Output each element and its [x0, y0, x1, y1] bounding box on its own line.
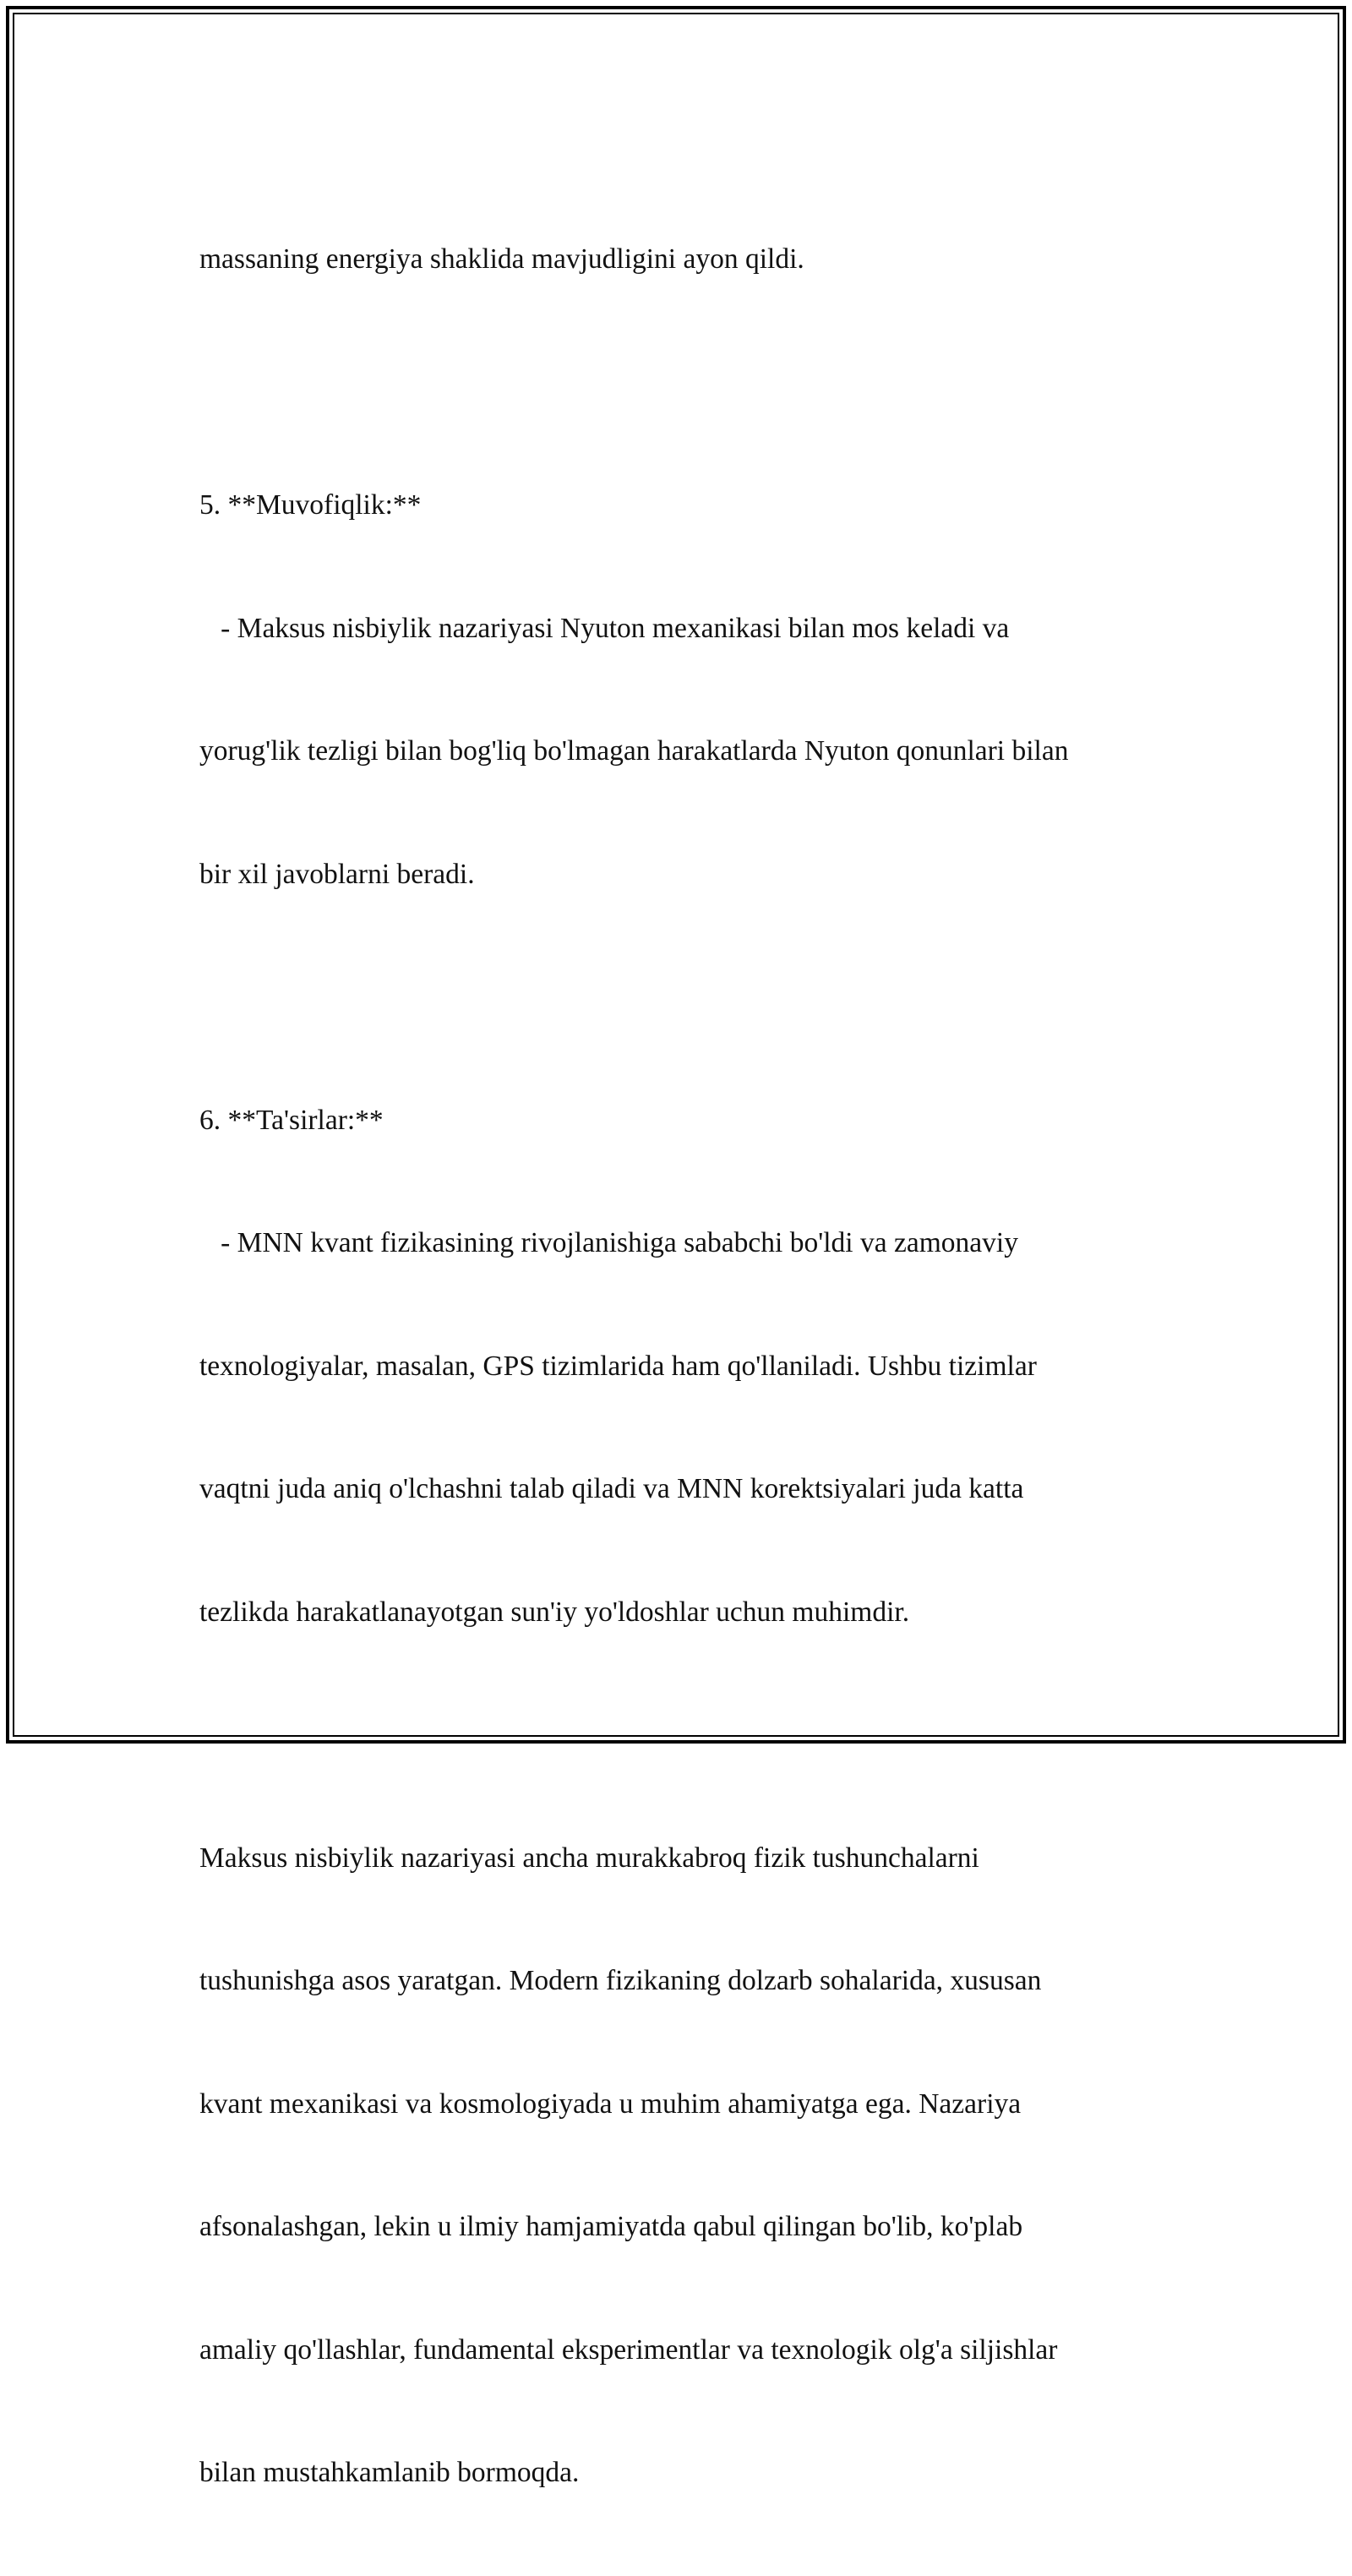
text-line: yorug'lik tezligi bilan bog'liq bo'lmagan harakatlarda Nyuton qonunlari bilan — [199, 735, 1069, 767]
text-line: - Maksus nisbiylik nazariyasi Nyuton mexanikasi bilan mos keladi va — [199, 612, 1010, 644]
text-line: Maksus nisbiylik nazariyasi ancha murakkabroq fizik tushunchalarni — [199, 1842, 979, 1874]
text-line: afsonalashgan, lekin u ilmiy hamjamiyatda qabul qilingan bo'lib, ko'plab — [199, 2211, 1023, 2242]
section-6-heading: 6. **Ta'sirlar:** — [199, 1104, 384, 1136]
text-line: texnologiyalar, masalan, GPS tizimlarida ham qo'llaniladi. Ushbu tizimlar — [199, 1350, 1037, 1382]
continuation-paragraph — [199, 157, 1180, 363]
document-body — [199, 157, 1180, 2576]
section-5 — [199, 403, 1180, 977]
text-line: bir xil javoblarni beradi. — [199, 858, 475, 890]
text-line: vaqtni juda aniq o'lchashni talab qiladi va MNN korektsiyalari juda katta — [199, 1473, 1024, 1504]
section-6 — [199, 1018, 1180, 1716]
conclusion-paragraph — [199, 1756, 1180, 2576]
text-line: tezlikda harakatlanayotgan sun'iy yo'ldoshlar uchun muhimdir. — [199, 1596, 910, 1628]
paragraph-spacer — [199, 977, 1180, 1018]
text-line: bilan mustahkamlanib bormoqda. — [199, 2457, 580, 2488]
text-line: amaliy qo'llashlar, fundamental eksperimentlar va texnologik olg'a siljishlar — [199, 2333, 1058, 2366]
section-5-heading: 5. **Muvofiqlik:** — [199, 489, 422, 521]
text-line: - MNN kvant fizikasining rivojlanishiga sababchi bo'ldi va zamonaviy — [199, 1227, 1018, 1258]
paragraph-spacer — [199, 1715, 1180, 1756]
text-line: kvant mexanikasi va kosmologiyada u muhim ahamiyatga ega. Nazariya — [199, 2088, 1022, 2120]
paragraph-spacer — [199, 363, 1180, 404]
text-line: tushunishga asos yaratgan. Modern fizikaning dolzarb sohalarida, xususan — [199, 1965, 1042, 1996]
text-line: massaning energiya shaklida mavjudligini ayon qildi. — [199, 243, 804, 275]
